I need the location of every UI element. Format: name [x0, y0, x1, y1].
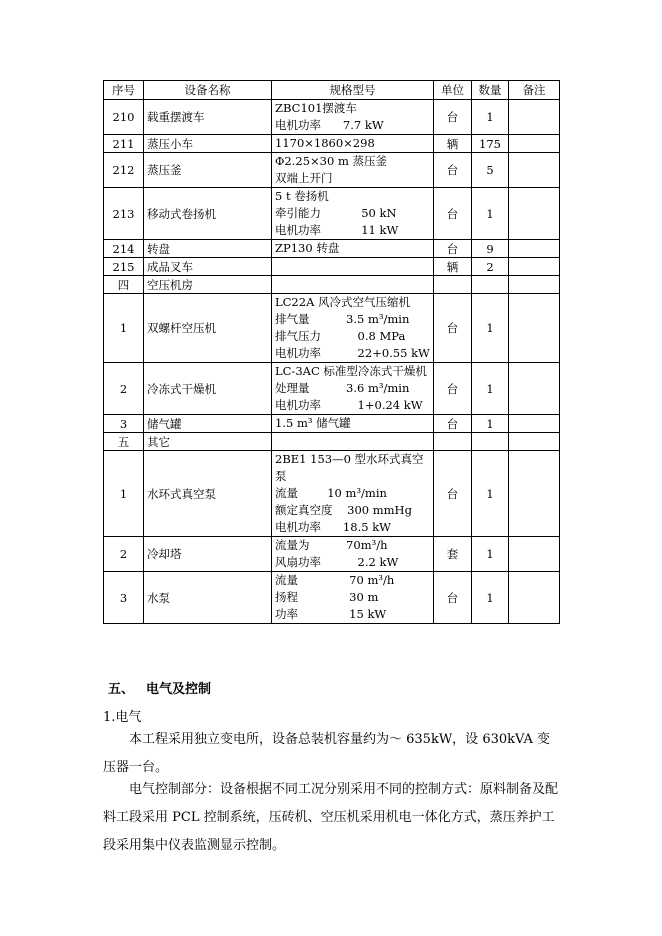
cell-no: 3 — [104, 415, 144, 433]
cell-note — [509, 240, 560, 258]
spec-line: LC22A 风冷式空气压缩机 — [275, 295, 411, 309]
cell-no: 215 — [104, 258, 144, 276]
equipment-table — [103, 80, 560, 624]
cell-note — [509, 537, 560, 572]
table-header-row — [104, 81, 560, 100]
cell-qty: 2 — [472, 258, 509, 276]
cell-qty: 1 — [472, 363, 509, 415]
cell-qty — [472, 276, 509, 294]
cell-spec — [272, 572, 434, 624]
table-row — [104, 415, 560, 433]
cell-qty: 1 — [472, 451, 509, 537]
table-section-row — [104, 433, 560, 451]
cell-qty: 1 — [472, 537, 509, 572]
spec-line: 额定真空度 300 mmHg — [275, 503, 412, 517]
cell-name: 成品叉车 — [144, 258, 272, 276]
cell-no: 1 — [104, 451, 144, 537]
cell-note — [509, 258, 560, 276]
table-row — [104, 258, 560, 276]
cell-qty: 1 — [472, 294, 509, 363]
cell-unit: 辆 — [434, 135, 472, 153]
cell-qty: 175 — [472, 135, 509, 153]
header-spec: 规格型号 — [272, 81, 434, 100]
cell-no: 3 — [104, 572, 144, 624]
cell-note — [509, 135, 560, 153]
spec-line: Φ2.25×30 m 蒸压釜 — [275, 154, 388, 168]
cell-no: 四 — [104, 276, 144, 294]
table-row — [104, 153, 560, 188]
spec-line: 流量为 70m³/h — [275, 538, 388, 552]
cell-unit — [434, 433, 472, 451]
cell-qty: 1 — [472, 100, 509, 135]
cell-unit: 台 — [434, 572, 472, 624]
spec-line: 5 t 卷扬机 — [275, 189, 329, 203]
spec-line: 风扇功率 2.2 kW — [275, 555, 399, 569]
cell-name: 蒸压小车 — [144, 135, 272, 153]
cell-name: 移动式卷扬机 — [144, 188, 272, 240]
cell-unit: 台 — [434, 240, 472, 258]
cell-spec — [272, 537, 434, 572]
cell-name: 冷却塔 — [144, 537, 272, 572]
cell-no: 213 — [104, 188, 144, 240]
cell-note — [509, 276, 560, 294]
spec-line: 流量 10 m³/min — [275, 486, 387, 500]
spec-line: 排气量 3.5 m³/min — [275, 312, 410, 326]
paragraph-text: 本工程采用独立变电所，设备总装机容量约为～ 635kW，设 630kVA 变压器一台。 — [103, 732, 551, 775]
cell-qty: 1 — [472, 415, 509, 433]
cell-no: 2 — [104, 363, 144, 415]
cell-unit: 台 — [434, 188, 472, 240]
cell-note — [509, 572, 560, 624]
cell-spec — [272, 415, 434, 433]
table-row — [104, 294, 560, 363]
spec-line: ZBC101摆渡车 — [275, 101, 357, 115]
spec-line: 电机功率 1+0.24 kW — [275, 398, 423, 412]
cell-spec — [272, 135, 434, 153]
cell-qty: 5 — [472, 153, 509, 188]
paragraph — [103, 726, 559, 782]
cell-note — [509, 433, 560, 451]
section-title: 电气及控制 — [146, 682, 212, 697]
spec-line: 1.5 m³ 储气罐 — [275, 416, 351, 430]
cell-spec — [272, 276, 434, 294]
cell-unit: 台 — [434, 153, 472, 188]
table-row — [104, 451, 560, 537]
subsection-title: 1.电气 — [103, 710, 142, 725]
spec-line: 2BE1 153—0 型水环式真空泵 — [275, 452, 424, 483]
table-row — [104, 240, 560, 258]
cell-spec — [272, 363, 434, 415]
cell-note — [509, 363, 560, 415]
cell-name: 其它 — [144, 433, 272, 451]
spec-line: 电机功率 11 kW — [275, 223, 399, 237]
spec-line: 电机功率 18.5 kW — [275, 520, 391, 534]
cell-name: 空压机房 — [144, 276, 272, 294]
header-qty: 数量 — [472, 81, 509, 100]
cell-spec — [272, 188, 434, 240]
header-no: 序号 — [104, 81, 144, 100]
cell-name: 水泵 — [144, 572, 272, 624]
spec-line: 流量 70 m³/h — [275, 573, 395, 587]
cell-note — [509, 100, 560, 135]
cell-note — [509, 188, 560, 240]
cell-spec — [272, 433, 434, 451]
cell-no: 210 — [104, 100, 144, 135]
table-row — [104, 135, 560, 153]
cell-no: 214 — [104, 240, 144, 258]
paragraph-text: 电气控制部分：设备根据不同工况分别采用不同的控制方式：原料制备及配料工段采用 PCL 控制系统，压砖机、空压机采用机电一体化方式，蒸压养护工段采用集中仪表监测显示控制。 — [103, 782, 559, 853]
spec-line: 1170×1860×298 — [275, 136, 375, 150]
cell-unit: 台 — [434, 294, 472, 363]
header-name: 设备名称 — [144, 81, 272, 100]
cell-name: 蒸压釜 — [144, 153, 272, 188]
cell-spec — [272, 258, 434, 276]
cell-unit: 台 — [434, 100, 472, 135]
spec-line: LC-3AC 标准型冷冻式干燥机 — [275, 364, 427, 378]
cell-note — [509, 415, 560, 433]
spec-line: 牵引能力 50 kN — [275, 206, 397, 220]
cell-name: 水环式真空泵 — [144, 451, 272, 537]
cell-note — [509, 153, 560, 188]
cell-unit — [434, 276, 472, 294]
cell-spec — [272, 240, 434, 258]
spec-line: 电机功率 22+0.55 kW — [275, 346, 430, 360]
cell-no: 1 — [104, 294, 144, 363]
cell-name: 载重摆渡车 — [144, 100, 272, 135]
header-unit: 单位 — [434, 81, 472, 100]
cell-qty: 9 — [472, 240, 509, 258]
table-row — [104, 537, 560, 572]
section-heading — [108, 678, 211, 697]
cell-spec — [272, 100, 434, 135]
cell-qty: 1 — [472, 188, 509, 240]
cell-unit: 辆 — [434, 258, 472, 276]
cell-note — [509, 451, 560, 537]
spec-line: 处理量 3.6 m³/min — [275, 381, 410, 395]
cell-no: 212 — [104, 153, 144, 188]
spec-line: 排气压力 0.8 MPa — [275, 329, 406, 343]
section-number: 五、 — [108, 682, 135, 697]
cell-no: 211 — [104, 135, 144, 153]
table-row — [104, 100, 560, 135]
header-note: 备注 — [509, 81, 560, 100]
cell-spec — [272, 294, 434, 363]
cell-spec — [272, 153, 434, 188]
cell-name: 冷冻式干燥机 — [144, 363, 272, 415]
cell-name: 转盘 — [144, 240, 272, 258]
cell-qty: 1 — [472, 572, 509, 624]
cell-unit: 台 — [434, 363, 472, 415]
cell-unit: 台 — [434, 451, 472, 537]
spec-line: ZP130 转盘 — [275, 241, 340, 255]
cell-unit: 台 — [434, 415, 472, 433]
spec-line: 电机功率 7.7 kW — [275, 118, 384, 132]
paragraph — [103, 776, 559, 860]
table-row — [104, 188, 560, 240]
cell-name: 双螺杆空压机 — [144, 294, 272, 363]
cell-unit: 套 — [434, 537, 472, 572]
table-row — [104, 363, 560, 415]
table-row — [104, 572, 560, 624]
cell-no: 2 — [104, 537, 144, 572]
spec-line: 扬程 30 m — [275, 590, 379, 604]
cell-name: 储气罐 — [144, 415, 272, 433]
spec-line: 双端上开门 — [275, 171, 333, 185]
spec-line: 功率 15 kW — [275, 607, 387, 621]
cell-no: 五 — [104, 433, 144, 451]
cell-spec — [272, 451, 434, 537]
cell-qty — [472, 433, 509, 451]
cell-note — [509, 294, 560, 363]
table-section-row — [104, 276, 560, 294]
